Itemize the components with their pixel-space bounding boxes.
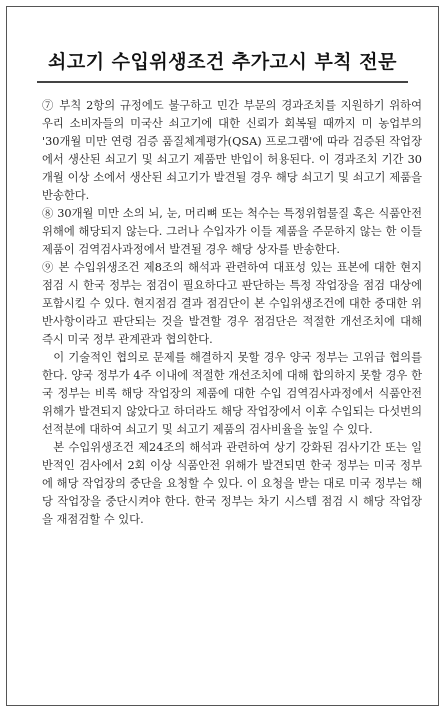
paragraph-9-continued-2: 본 수입위생조건 제24조의 해석과 관련하여 상기 강화된 검사기간 또는 일반적인 검사에서 2회 이상 식품안전 위해가 발견되면 한국 정부는 미국 정부에 해당 작업장의 중단을 요청할 수 있다. 이 요청을 받는 대로 미국 정부는 해당 작업장을 중단시켜야 한다. 한국 정부는 차기 시스템 점검 시 해당 작업장을 재점검할 수 있다. [42,441,422,526]
paragraph-9: ⑨ 본 수입위생조건 제8조의 해석과 관련하여 대표성 있는 표본에 대한 현지점검 시 한국 정부는 점검이 필요하다고 판단하는 특정 작업장을 점검 대상에 포함시킬 수 있다. 현지점검 결과 점검단이 본 수입위생조건에 대한 중대한 위반사항이라고 판단되는 것을 발견할 경우 점검단은 적절한 개선조치에 대해 즉시 미국 정부 관계관과 협의한다. [42,261,422,346]
paragraph-7: ⑦ 부칙 2항의 규정에도 불구하고 민간 부문의 경과조치를 지원하기 위하여 우리 소비자들의 미국산 쇠고기에 대한 신뢰가 회복될 때까지 미 농업부의 '30개월 미만 연령 검증 품질체계평가(QSA) 프로그램'에 따라 검증된 작업장에서 생산된 쇠고기 및 쇠고기 제품만 반입이 허용된다. 이 경과조치 기간 30개월 이상 소에서 생산된 쇠고기가 발견될 경우 해당 쇠고기 및 쇠고기 제품을 반송한다. [42,99,422,202]
title-divider [37,81,408,83]
paragraph-9-continued-1: 이 기술적인 협의로 문제를 해결하지 못할 경우 양국 정부는 고위급 협의를 한다. 양국 정부가 4주 이내에 적절한 개선조치에 대해 합의하지 못할 경우 한국 정부는 비록 해당 작업장의 제품에 대한 수입 검역검사과정에서 식품안전 위해가 발견되지 않았다고 하더라도 해당 작업장에서 이후 수입되는 다섯번의 선적분에 대하여 쇠고기 및 쇠고기 제품의 검사비율을 높일 수 있다. [42,351,422,436]
article-title: 쇠고기 수입위생조건 추가고시 부칙 전문 [48,51,397,73]
article-frame [6,6,439,706]
paragraph-8: ⑧ 30개월 미만 소의 뇌, 눈, 머리뼈 또는 척수는 특정위험물질 혹은 식품안전 위해에 해당되지 않는다. 그러나 수입자가 이들 제품을 주문하지 않는 한 이들 제품이 검역검사과정에서 발견될 경우 해당 상자를 반송한다. [42,207,422,256]
article-body [42,97,422,529]
